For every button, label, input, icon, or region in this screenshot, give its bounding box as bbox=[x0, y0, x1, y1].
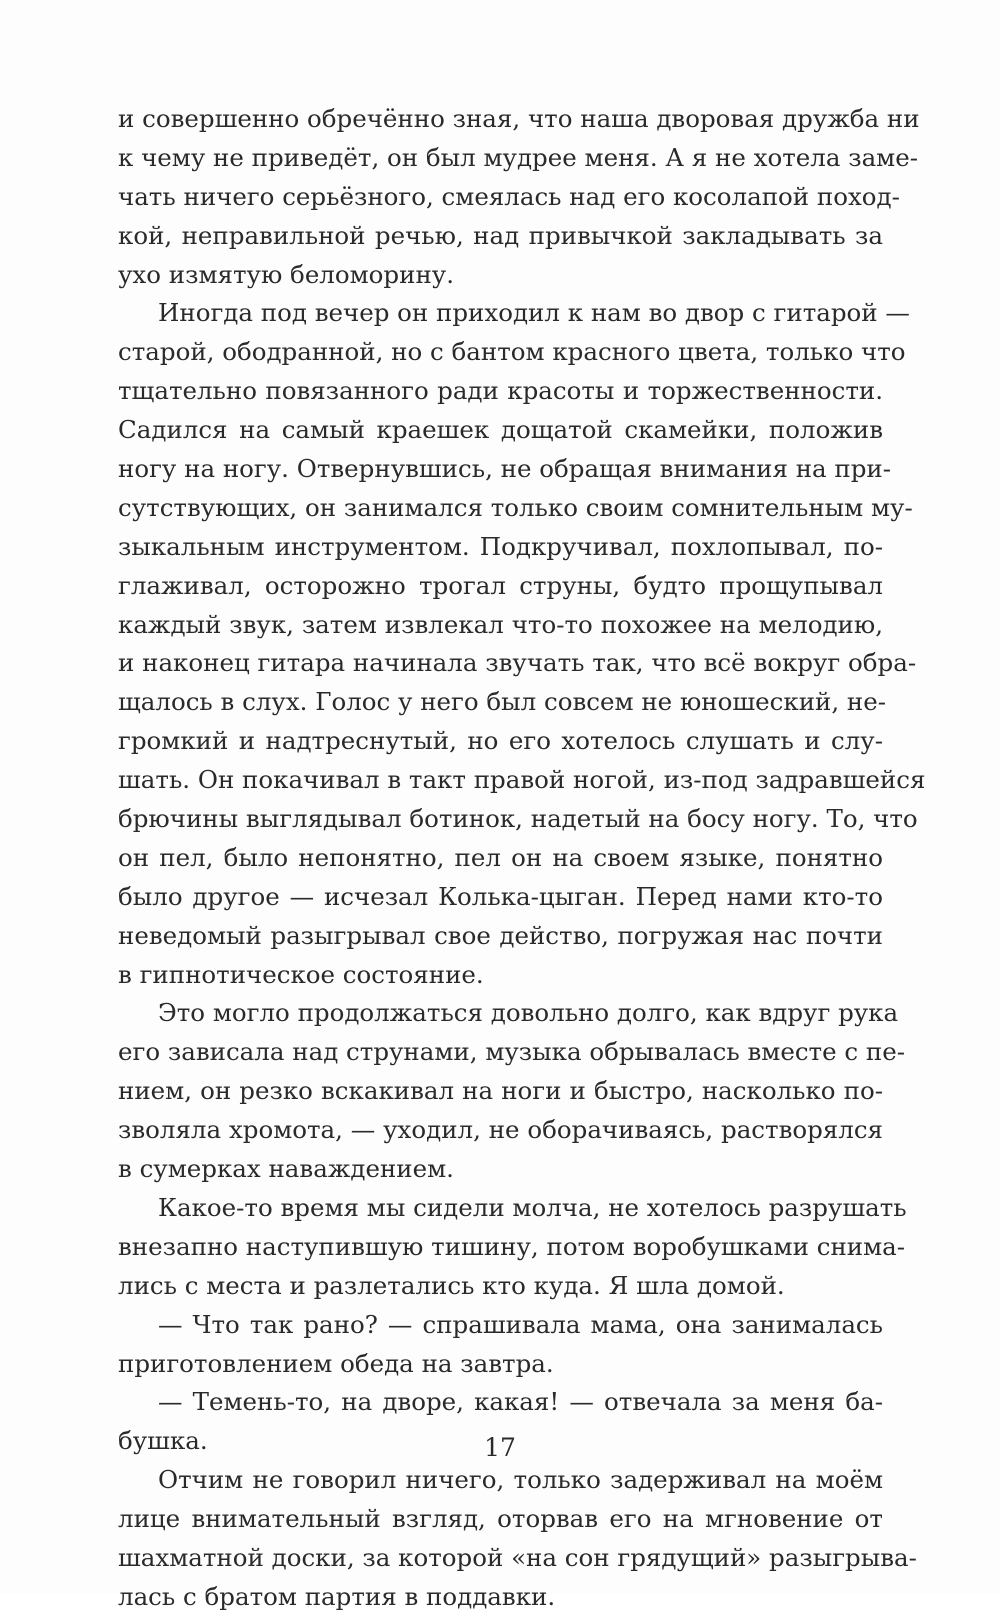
text-line: внезапно наступившую тишину, потом воробушками снима- bbox=[118, 1231, 906, 1261]
page-number: 17 bbox=[484, 1433, 516, 1462]
text-line: было другое — исчезал Колька-цыган. Перед нами кто-то bbox=[118, 881, 883, 911]
text-line: лице внимательный взгляд, оторвав его на мгновение от bbox=[118, 1504, 883, 1534]
text-line: каждый звук, затем извлекал что-то похожее на мелодию, bbox=[118, 609, 883, 639]
paragraph bbox=[118, 1461, 917, 1617]
text-line: Отчим не говорил ничего, только задерживал на моём bbox=[158, 1465, 883, 1495]
text-line: в гипнотическое состояние. bbox=[118, 959, 484, 989]
text-line: и наконец гитара начинала звучать так, что всё вокруг обра- bbox=[118, 648, 917, 678]
text-line: глаживал, осторожно трогал струны, будто прощупывал bbox=[118, 570, 883, 600]
text-line: шахматной доски, за которой «на сон грядущий» разыгрыва- bbox=[118, 1542, 917, 1572]
text-line: лись с места и разлетались кто куда. Я шла домой. bbox=[118, 1270, 785, 1300]
text-line: бушка. bbox=[118, 1426, 208, 1456]
text-line: кой, неправильной речью, над привычкой закладывать за bbox=[118, 220, 883, 250]
paragraph bbox=[118, 294, 926, 994]
text-line: в сумерках наваждением. bbox=[118, 1154, 454, 1184]
text-line: сутствующих, он занимался только своим сомнительным му- bbox=[118, 492, 913, 522]
text-line: — Темень-то, на дворе, какая! — отвечала за меня ба- bbox=[158, 1387, 883, 1417]
text-line: зволяла хромота, — уходил, не оборачиваясь, растворялся bbox=[118, 1115, 883, 1145]
paragraph bbox=[118, 100, 920, 294]
text-line: и совершенно обречённо зная, что наша дворовая дружба ни bbox=[118, 104, 920, 133]
text-line: — Что так рано? — спрашивала мама, она занималась bbox=[158, 1309, 883, 1339]
paragraph bbox=[118, 994, 906, 1188]
text-line: Садился на самый краешек дощатой скамейки, положив bbox=[118, 415, 883, 445]
text-line: зыкальным инструментом. Подкручивал, похлопывал, по- bbox=[118, 531, 883, 561]
text-line: громкий и надтреснутый, но его хотелось слушать и слу- bbox=[118, 726, 883, 756]
paragraph bbox=[118, 1189, 907, 1306]
text-line: ухо измятую беломорину. bbox=[118, 259, 454, 289]
text-line: нием, он резко вскакивал на ноги и быстро, насколько по- bbox=[118, 1076, 883, 1106]
text-line: шать. Он покачивал в такт правой ногой, из-под задравшейся bbox=[118, 765, 926, 795]
text-line: чать ничего серьёзного, смеялась над его косолапой поход- bbox=[118, 181, 900, 211]
text-line: щалось в слух. Голос у него был совсем не юношеский, не- bbox=[118, 687, 887, 717]
body-text bbox=[118, 100, 926, 1617]
text-line: приготовлением обеда на завтра. bbox=[118, 1348, 554, 1378]
text-line: его зависала над струнами, музыка обрывалась вместе с пе- bbox=[118, 1037, 906, 1067]
text-line: он пел, было непонятно, пел он на своем языке, понятно bbox=[118, 842, 883, 872]
text-line: Какое-то время мы сидели молча, не хотелось разрушать bbox=[158, 1192, 907, 1222]
text-line: тщательно повязанного ради красоты и торжественности. bbox=[118, 376, 883, 406]
text-line: брючины выглядывал ботинок, надетый на босу ногу. То, что bbox=[118, 804, 918, 834]
text-line: неведомый разыгрывал свое действо, погружая нас почти bbox=[118, 920, 883, 950]
text-line: ногу на ногу. Отвернувшись, не обращая внимания на при- bbox=[118, 454, 892, 484]
text-line: Это могло продолжаться довольно долго, как вдруг рука bbox=[158, 998, 899, 1028]
text-line: Иногда под вечер он приходил к нам во двор с гитарой — bbox=[158, 298, 910, 328]
text-line: старой, ободранной, но с бантом красного цвета, только что bbox=[118, 337, 906, 367]
text-line: к чему не приведёт, он был мудрее меня. А я не хотела заме- bbox=[118, 142, 919, 172]
text-line: лась с братом партия в поддавки. bbox=[118, 1581, 556, 1611]
paragraph bbox=[118, 1306, 883, 1384]
